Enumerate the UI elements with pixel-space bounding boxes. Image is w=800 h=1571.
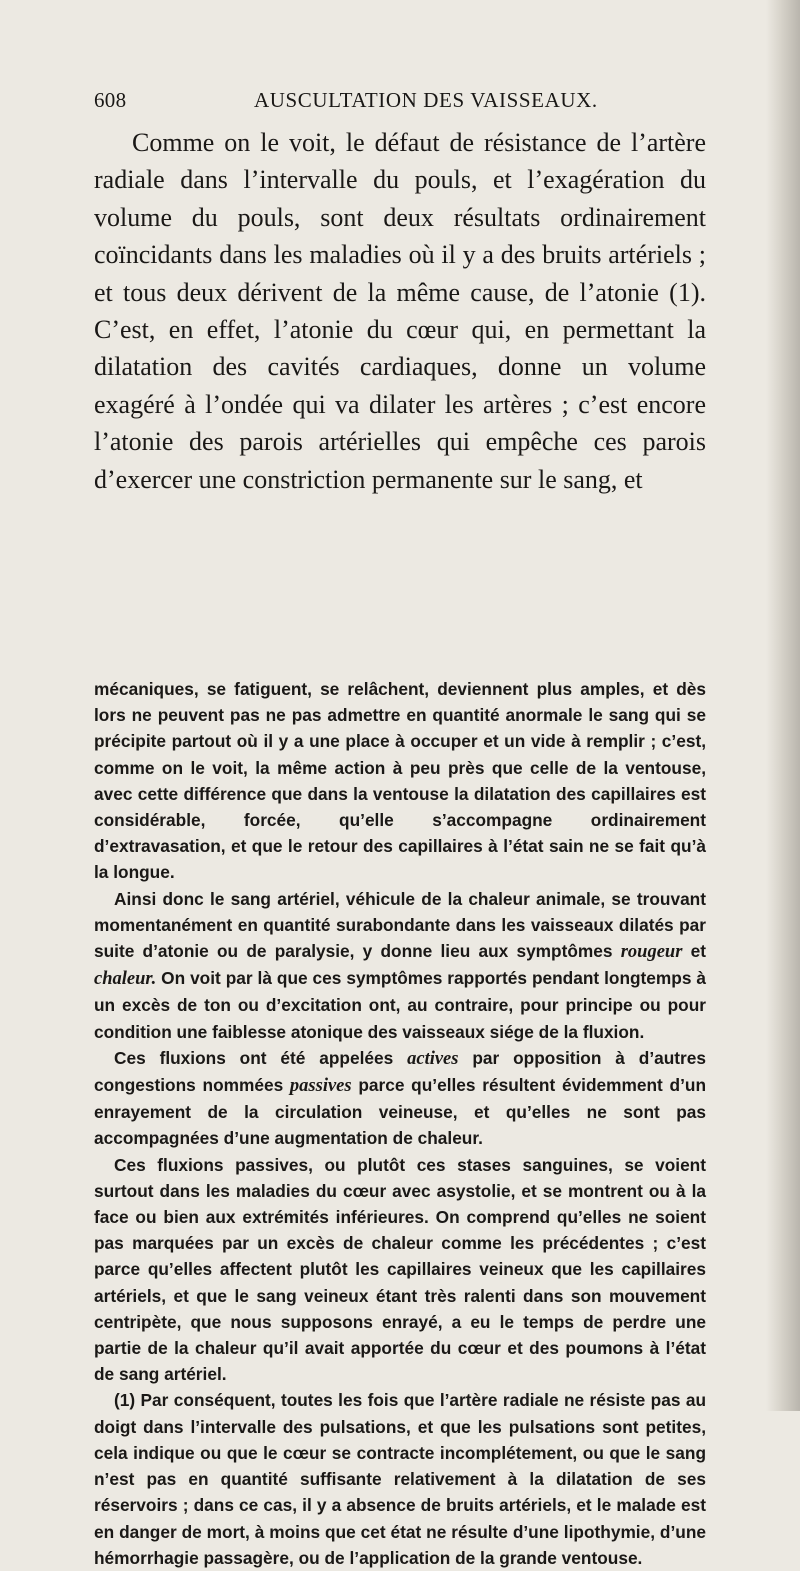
page-edge-shadow <box>766 0 800 1411</box>
text-run: par opposition à d’autres congestions nommées <box>94 1047 706 1096</box>
italic-term-chaleur: chaleur. <box>94 969 157 990</box>
italic-term-actives: actives <box>407 1048 459 1069</box>
small-paragraph-continuation: mécaniques, se fatiguent, se relâchent, deviennent plus amples, et dès lors ne peuvent pas ne pas admettre en quantité anormale le sang qui se précipite partout où il y a une place à occuper et un vide à remplir ; c’est, comme on le voit, la même action à peu près que celle de la ventouse, avec cette différence que dans la ventouse la dilatation des capillaires est considérable, forcée, qu’elle s’accompagne ordinairement d’extravasation, et que le retour des capillaires à l’état sain ne se fait qu’à la longue. <box>94 679 706 883</box>
running-title: AUSCULTATION DES VAISSEAUX. <box>254 88 598 112</box>
text-run: Ces fluxions ont été appelées <box>114 1047 408 1068</box>
italic-term-rougeur: rougeur <box>620 942 683 963</box>
small-paragraph-fluxions-passives: Ces fluxions passives, ou plutôt ces stases sanguines, se voient surtout dans les maladies du cœur avec asystolie, et se montrent ou à la face ou bien aux extrémités inférieures. On comprend qu’elles ne soient pas marquées par un excès de chaleur comme les précédentes ; c’est parce qu’elles affectent plutôt les capillaires veineux que les capillaires artériels, et que le sang veineux étant très ralenti dans son mouvement centripète, que nous supposons enrayé, a eu le temps de perdre une partie de la chaleur qu’il avait apportée du cœur et des poumons à l’état de sang artériel. <box>94 1154 706 1385</box>
italic-term-passives: passives <box>289 1076 352 1097</box>
small-paragraph-rougeur <box>94 886 706 1045</box>
text-run: On voit par là que ces symptômes rapportés pendant longtemps à un excès de ton ou d’excitation ont, au contraire, pour principe ou pour condition une faiblesse atonique des vaisseaux siége de la fluxion. <box>94 968 706 1042</box>
text-run: et <box>682 941 706 962</box>
text-run: parce qu’elles résultent évidemment d’un enrayement de la circulation veineuse, et qu’elles ne sont pas accompagnées d’une augmentation de chaleur. <box>94 1075 707 1149</box>
main-paragraph: Comme on le voit, le défaut de résistance de l’artère radiale dans l’intervalle du pouls, et l’exagération du volume du pouls, sont deux résultats ordinairement coïncidants dans les maladies où il y a des bruits artériels ; et tous deux dérivent de la même cause, de l’atonie (1). C’est, en effet, l’atonie du cœur qui, en permettant la dilatation des cavités cardiaques, donne un volume exagéré à l’ondée qui va dilater les artères ; c’est encore l’atonie des parois artérielles qui empêche ces parois d’exercer une constriction permanente sur le sang, et <box>94 128 706 494</box>
running-header <box>94 88 704 116</box>
footnote-1: (1) Par conséquent, toutes les fois que l’artère radiale ne résiste pas au doigt dans l’intervalle des pulsations, et que les pulsations sont petites, cela indique ou que le cœur se contracte incomplétement, ou que le sang n’est pas en quantité suffisante relativement à la dilatation de ses réservoirs ; dans ce cas, il y a absence de bruits artériels, et le malade est en danger de mort, à moins que cet état ne résulte d’une lipothymie, d’une hémorrhagie passagère, ou de l’application de la grande ventouse. <box>94 1390 706 1568</box>
text-run: Ainsi donc le sang artériel, véhicule de la chaleur animale, se trouvant momentanément en quantité surabondante dans les vaisseaux dilatés par suite d’atonie ou de paralysie, y donne lieu aux symptômes <box>94 888 706 962</box>
page-number: 608 <box>94 88 127 112</box>
small-print-section <box>94 676 706 1571</box>
small-paragraph-fluxions-actives <box>94 1045 706 1152</box>
